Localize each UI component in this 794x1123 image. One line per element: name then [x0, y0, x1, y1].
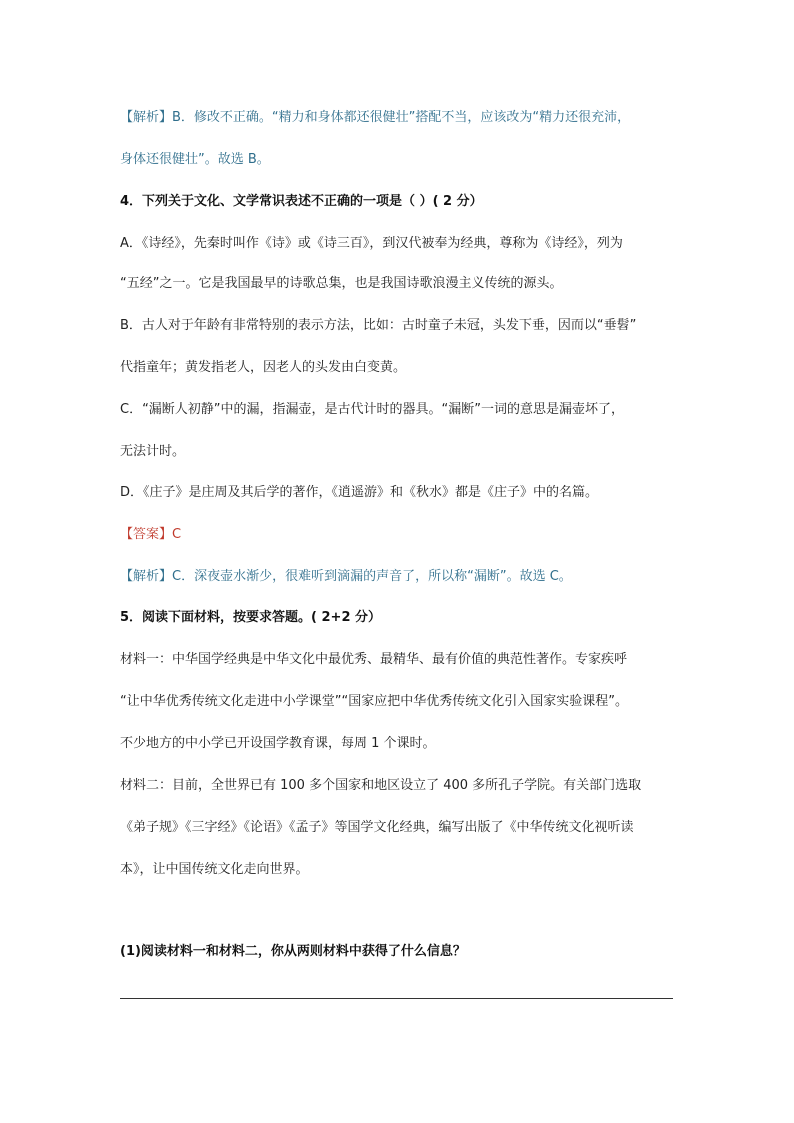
material-2-line-2: 《弟子规》《三字经》《论语》《孟子》等国学文化经典，编写出版了《中华传统文化视听读: [120, 820, 634, 835]
explanation-tag: 【解析】: [120, 569, 173, 584]
material-1-line-2: “让中华优秀传统文化走进中小学课堂”“国家应把中华优秀传统文化引入国家实验课程”。: [120, 694, 628, 709]
option-c-line-2: 无法计时。: [120, 444, 186, 459]
material-1-line-3: 不少地方的中小学已开设国学教育课，每周 1 个课时。: [120, 736, 436, 751]
option-a-line-1: A．《诗经》，先秦时叫作《诗》或《诗三百》，到汉代被奉为经典，尊称为《诗经》，列为: [120, 236, 623, 251]
analysis-text: B．修改不正确。“精力和身体都还很健壮”搭配不当，应该改为“精力还很充沛，: [172, 110, 631, 125]
answer-text: C: [172, 527, 182, 542]
option-d-line-1: D．《庄子》是庄周及其后学的著作，《逍遥游》和《秋水》都是《庄子》中的名篇。: [120, 485, 599, 500]
material-2-line-1: 材料二：目前，全世界已有 100 多个国家和地区设立了 400 多所孔子学院。有关部门选取: [120, 778, 642, 793]
analysis-tag: 【解析】: [120, 110, 173, 125]
question-5-title: 5．阅读下面材料，按要求答题。( 2+2 分）: [120, 610, 382, 625]
answer-line: [120, 525, 700, 545]
question-4-title: 4．下列关于文化、文学常识表述不正确的一项是（ ）( 2 分）: [120, 194, 483, 209]
explanation-line: [120, 567, 700, 587]
answer-blank-line[interactable]: [120, 998, 673, 999]
option-c-line-1: C．“漏断人初静”中的漏，指漏壶，是古代计时的器具。“漏断”一词的意思是漏壶坏了，: [120, 402, 625, 417]
option-a-line-2: “五经”之一。它是我国最早的诗歌总集，也是我国诗歌浪漫主义传统的源头。: [120, 276, 563, 291]
sub-question-1: (1)阅读材料一和材料二，你从两则材料中获得了什么信息？: [120, 944, 466, 959]
material-1-line-1: 材料一：中华国学经典是中华文化中最优秀、最精华、最有价值的典范性著作。专家疾呼: [120, 652, 628, 667]
option-b-line-1: B．古人对于年龄有非常特别的表示方法，比如：古时童子未冠，头发下垂，因而以“垂髫”: [120, 318, 637, 333]
material-2-line-3: 本》，让中国传统文化走向世界。: [120, 862, 309, 877]
explanation-text: C．深夜壶水渐少，很难听到滴漏的声音了，所以称“漏断”。故选 C。: [172, 569, 572, 584]
analysis-line-2: 身体还很健壮”。故选 B。: [120, 152, 270, 167]
answer-tag: 【答案】: [120, 527, 173, 542]
option-b-line-2: 代指童年；黄发指老人，因老人的头发由白变黄。: [120, 360, 407, 375]
analysis-line-1: [120, 108, 700, 128]
